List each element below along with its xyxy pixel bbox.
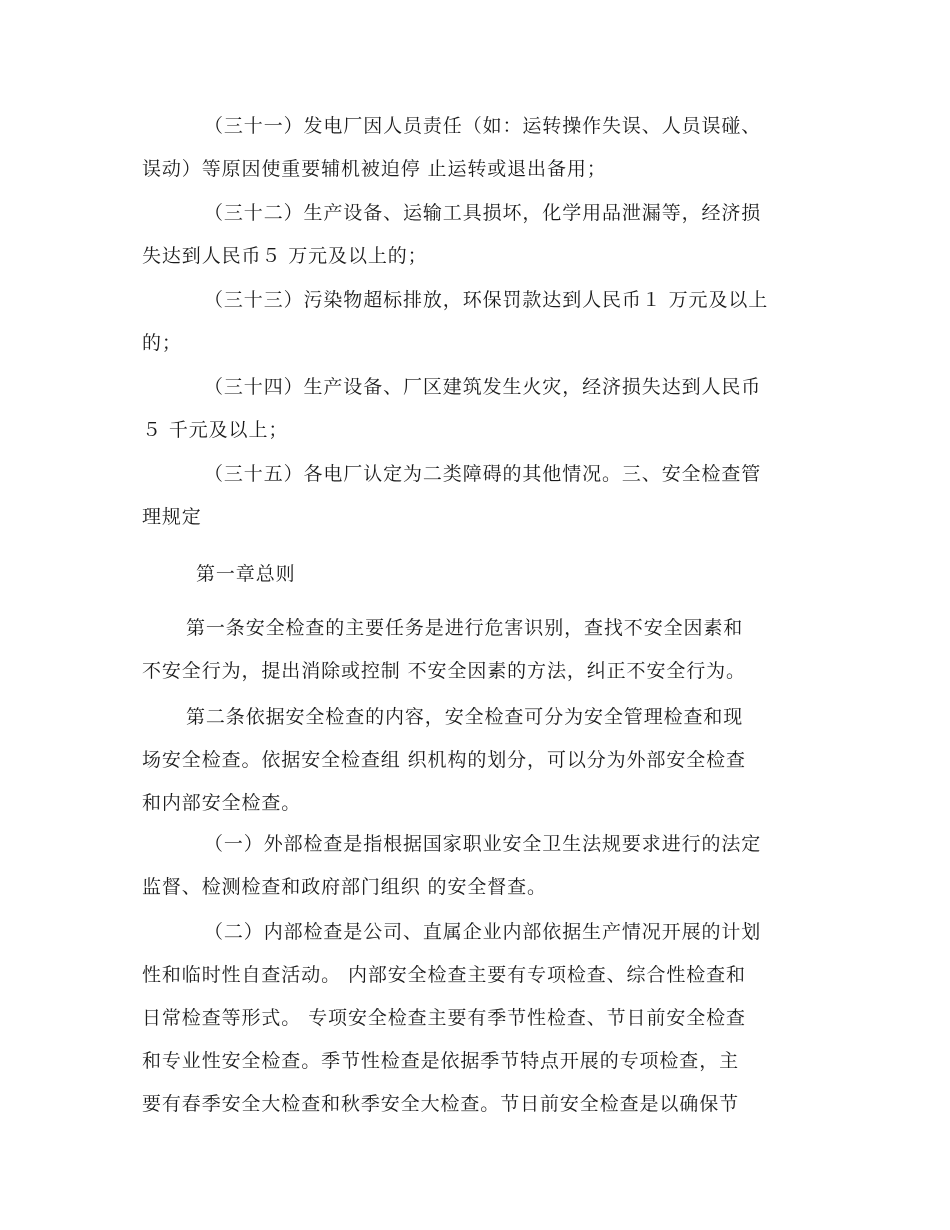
text-line: 误动）等原因使重要辅机被迫停 止运转或退出备用；: [142, 158, 607, 180]
paragraph-item-32: [142, 192, 808, 278]
text-line: （三十三）污染物超标排放，环保罚款达到人民币１ 万元及以上: [204, 289, 769, 311]
paragraph-item-33: [142, 279, 808, 365]
text-line: （一）外部检查是指根据国家职业安全卫生法规要求进行的法定: [204, 833, 762, 855]
paragraph-item-34: [142, 366, 808, 452]
text-line: （三十五）各电厂认定为二类障碍的其他情况。三、安全检查管: [204, 463, 762, 485]
text-line: 理规定: [142, 506, 202, 528]
article-2: [142, 696, 808, 825]
chapter-heading: [142, 553, 808, 596]
text-line: 场安全检查。依据安全检查组 织机构的划分，可以分为外部安全检查: [142, 749, 746, 771]
text-line: 的；: [142, 332, 182, 354]
article-2-item-2: [142, 911, 808, 1126]
text-line: 第二条依据安全检查的内容，安全检查可分为安全管理检查和现: [186, 706, 744, 728]
chapter-title: 第一章总则: [196, 563, 296, 585]
text-line: （三十二）生产设备、运输工具损坏，化学用品泄漏等，经济损: [204, 202, 762, 224]
text-line: （二）内部检查是公司、直属企业内部依据生产情况开展的计划: [204, 921, 762, 943]
text-line: （三十一）发电厂因人员责任（如：运转操作失误、人员误碰、: [204, 115, 762, 137]
paragraph-item-31: [142, 105, 808, 191]
text-line: 和专业性安全检查。季节性检查是依据季节特点开展的专项检查，主: [142, 1050, 740, 1072]
text-line: 性和临时性自查活动。 内部安全检查主要有专项检查、综合性检查和: [142, 964, 746, 986]
text-line: 监督、检测检查和政府部门组织 的安全督查。: [142, 876, 547, 898]
text-line: ５ 千元及以上；: [142, 419, 289, 441]
text-line: 日常检查等形式。 专项安全检查主要有季节性检查、节日前安全检查: [142, 1007, 746, 1029]
paragraph-item-35: [142, 453, 808, 539]
article-1: [142, 607, 808, 693]
text-line: 不安全行为，提出消除或控制 不安全因素的方法，纠正不安全行为。: [142, 660, 746, 682]
text-line: 第一条安全检查的主要任务是进行危害识别，查找不安全因素和: [186, 617, 744, 639]
text-line: 失达到人民币５ 万元及以上的；: [142, 245, 428, 267]
text-line: （三十四）生产设备、厂区建筑发生火灾，经济损失达到人民币: [204, 376, 762, 398]
text-line: 要有春季安全大检查和秋季安全大检查。节日前安全检查是以确保节: [142, 1093, 740, 1115]
text-line: 和内部安全检查。: [142, 792, 302, 814]
article-2-item-1: [142, 823, 808, 909]
